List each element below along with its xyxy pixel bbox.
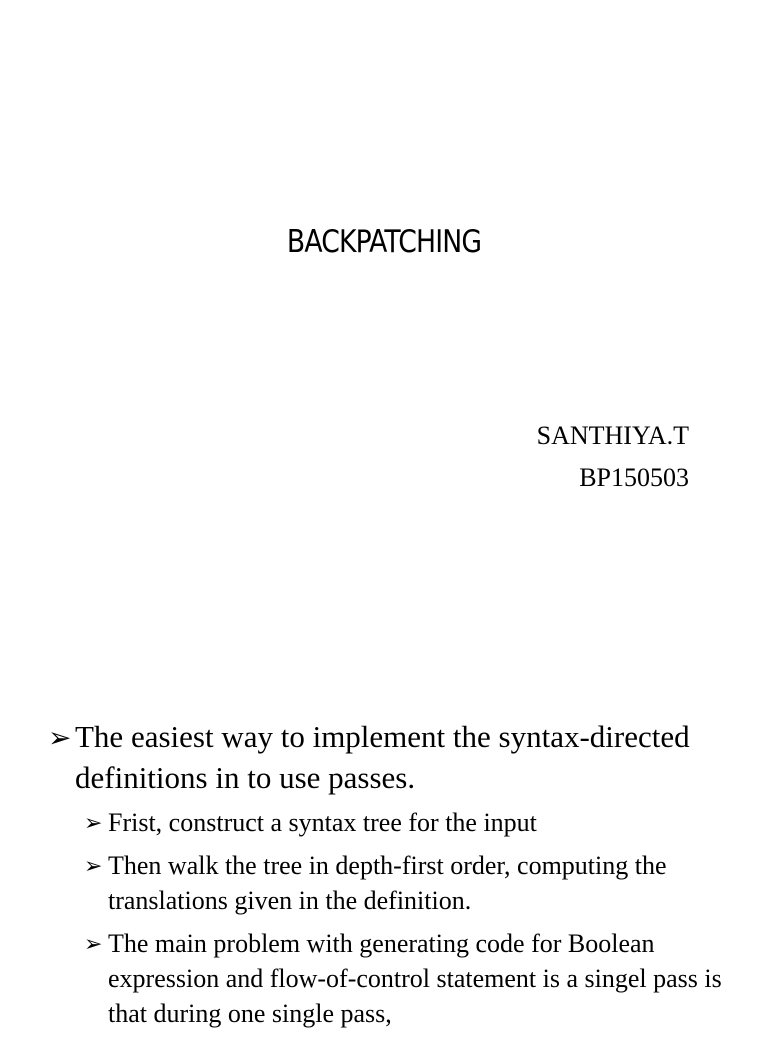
sub-bullet-text: The main problem with generating code for Boolean expression and flow-of-control statement is a singel pass is that during one single pass, (108, 929, 722, 1028)
slide-title: BACKPATCHING (286, 224, 482, 260)
sub-bullet-item (84, 848, 734, 918)
sub-bullet-item (84, 926, 734, 1031)
author-id: BP150503 (579, 463, 689, 492)
sub-bullet-list (84, 805, 734, 1039)
sub-bullet-item (84, 805, 734, 840)
sub-bullet-text: Frist, construct a syntax tree for the input (108, 808, 537, 837)
main-bullet-item (48, 716, 765, 798)
arrow-bullet-icon: ➢ (84, 811, 103, 836)
author-name: SANTHIYA.T (536, 421, 689, 450)
arrow-bullet-icon: ➢ (84, 854, 103, 879)
arrow-bullet-icon: ➢ (84, 932, 103, 957)
author-block (537, 415, 689, 499)
arrow-bullet-icon: ➢ (48, 721, 72, 754)
sub-bullet-text: Then walk the tree in depth-first order, computing the translations given in the definition. (108, 851, 667, 915)
main-bullet-text: The easiest way to implement the syntax-directed definitions in to use passes. (75, 719, 690, 795)
